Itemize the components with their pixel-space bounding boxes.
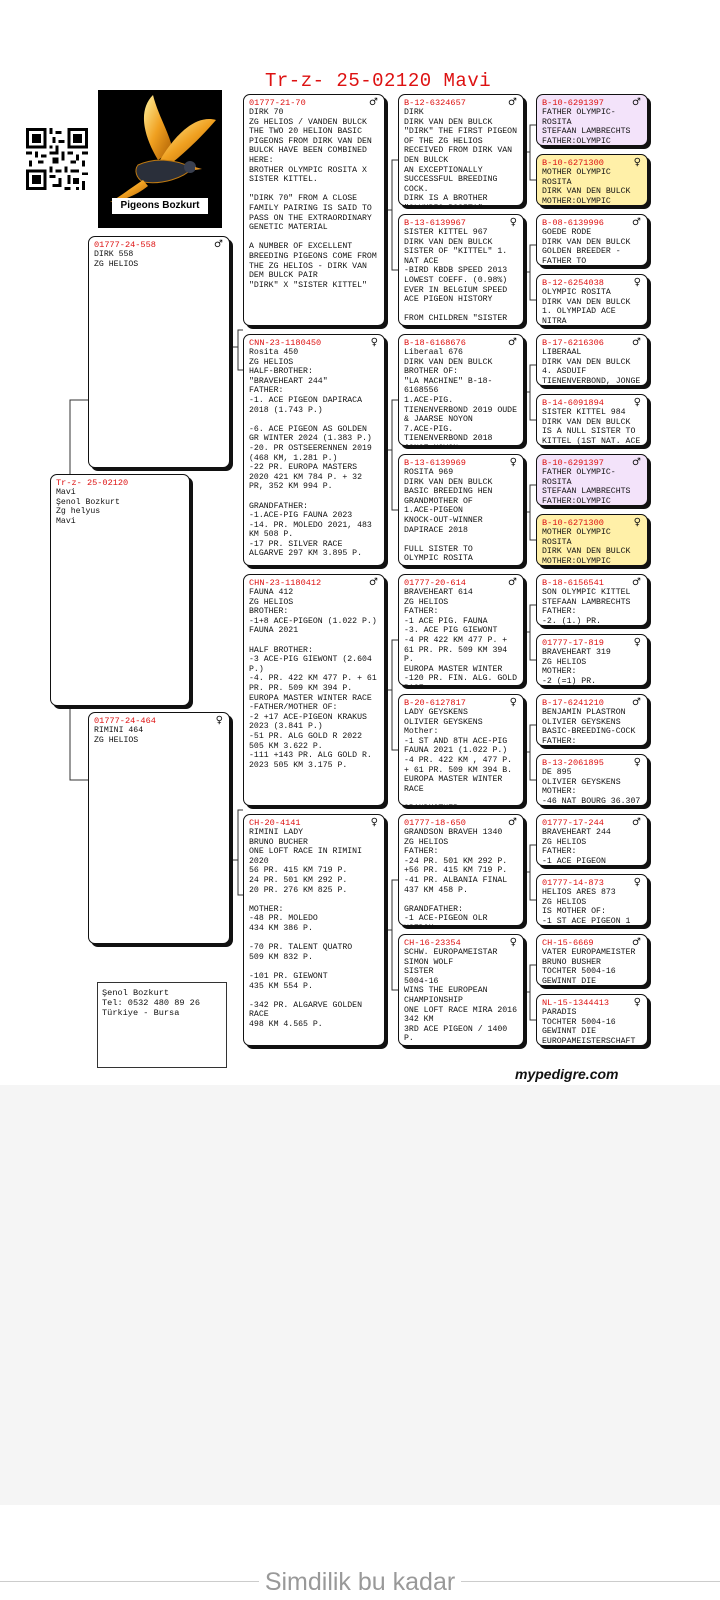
pigeon-details: ROSITA 969 DIRK VAN DEN BULCK BASIC BREEDING HEN GRANDMOTHER OF 1.ACE-PIGEON KNOCK-OUT-WINNER DAPIRACE 2018 FULL SISTER TO OLYMPIC ROSITA — [404, 468, 493, 564]
pigeon-details: LADY GEYSKENS OLIVIER GEYSKENS Mother: -1 ST AND 8TH ACE-PIG FAUNA 2021 (1.022 P.) -4 PR. 422 KM , 477 P. + 61 PR. 509 KM 394 B. EUROPA MASTER WINTER RACE — [404, 708, 513, 794]
pigeon-details: GRANDSON BRAVEH 1340 ZG HELIOS FATHER: -24 PR. 501 KM 292 P. +56 PR. 415 KM 719 P. -41 PR. ALBANIA FINAL 437 KM 458 P. GRANDFATHER: -1 ACE-PIGEON OLR — [404, 828, 508, 924]
male-icon: ♂ — [508, 97, 517, 108]
pedigree-box-dam[interactable] — [88, 712, 230, 944]
pigeon-details: Mavi Şenol Bozkurt Zg helyus Mavi — [56, 488, 120, 526]
ring-number: 01777-24-558 — [94, 240, 156, 250]
pigeon-details: SISTER KITTEL 984 DIRK VAN DEN BULCK IS A NULL SISTER TO KITTEL (1ST NAT. ACE — [542, 408, 641, 446]
pigeon-details: FATHER OLYMPIC-ROSITA STEFAAN LAMBRECHTS FATHER:OLYMPIC — [542, 108, 631, 146]
pedigree-box-g4-7[interactable] — [536, 454, 648, 506]
pigeon-details: BRAVEHEART 614 ZG HELIOS FATHER: -1 ACE PIG. FAUNA -3. ACE PIG GIEWONT -4 PR 422 KM 477 P. + 61 PR. PR. 509 KM 394 P. EUROPA MASTER WINTER -120 PR. FIN. ALG. GOLD — [404, 588, 518, 684]
pigeon-details: DIRK DIRK VAN DEN BULCK "DIRK" THE FIRST PIGEON OF THE ZG HELIOS RECEIVED FROM DIRK VAN DEN BULCK AN EXCEPTIONALLY SUCCESSFUL BREEDING COCK. DIRK IS A BROTHER — [404, 108, 518, 204]
female-icon: ♀ — [215, 715, 223, 726]
pedigree-box-ddd[interactable] — [398, 934, 524, 1046]
pigeon-details: SISTER KITTEL 967 DIRK VAN DEN BULCK SISTER OF "KITTEL" 1. NAT ACE -BIRD KBDB SPEED 2013 LOWEST COEFF. (0.98%) EVER IN BELGIUM SPEED ACE PIGEON HISTORY FROM CHILDREN "SISTER — [404, 228, 508, 324]
end-of-content-text: Simdilik bu kadar — [259, 1568, 461, 1596]
pedigree-box-g4-10[interactable] — [536, 634, 648, 686]
pigeon-details: SON OLYMPIC KITTEL STEFAAN LAMBRECHTS FATHER: -2. (1.) PR. — [542, 588, 631, 626]
pedigree-box-dsd[interactable] — [398, 694, 524, 806]
female-icon: ♀ — [633, 997, 641, 1008]
pigeon-details: BRAVEHEART 244 ZG HELIOS FATHER: -1 ACE PIGEON — [542, 828, 611, 866]
pedigree-box-g4-2[interactable] — [536, 154, 648, 206]
ring-number: B-20-6127817 — [404, 698, 466, 708]
pigeon-details: RIMINI 464 ZG HELIOS — [94, 726, 144, 745]
pedigree-box-g4-1[interactable] — [536, 94, 648, 146]
pigeon-details: RIMINI LADY BRUNO BUCHER ONE LOFT RACE IN RIMINI 2020 56 PR. 415 KM 719 P. 24 PR. 501 KM 292 P. 20 PR. 276 KM 825 P. MOTHER: -48 PR. MOLEDO 434 KM 386 P. -70 PR. TALENT QUATRO 509 KM 832 P. -101 PR. GIEWONT 435 KM 554 P. -342 PR. ALGARVE GOLDEN RACE 498 KM 4.565 P. — [249, 828, 363, 1029]
page-title: Tr-z- 25-02120 Mavi — [265, 70, 492, 92]
pedigree-box-sdd[interactable] — [398, 454, 524, 566]
pedigree-box-g4-9[interactable] — [536, 574, 648, 626]
male-icon: ♂ — [369, 577, 378, 588]
ring-number: B-08-6139996 — [542, 218, 604, 228]
ring-number: B-18-6156541 — [542, 578, 604, 588]
ring-number: B-10-6271300 — [542, 158, 604, 168]
female-icon: ♀ — [633, 397, 641, 408]
pedigree-box-g4-14[interactable] — [536, 874, 648, 926]
ring-number: B-10-6271300 — [542, 518, 604, 528]
ring-number: 01777-18-650 — [404, 818, 466, 828]
female-icon: ♀ — [509, 457, 517, 468]
male-icon: ♂ — [632, 337, 641, 348]
ring-number: B-12-6324657 — [404, 98, 466, 108]
ring-number: 01777-17-244 — [542, 818, 604, 828]
female-icon: ♀ — [633, 877, 641, 888]
ring-number: CH-15-6669 — [542, 938, 594, 948]
pedigree-box-dam-sire[interactable] — [243, 574, 385, 806]
pigeon-details: DIRK 70 ZG HELIOS / VANDEN BULCK THE TWO 20 HELION BASIC PIGEONS FROM DIRK VAN DEN BULCK HAVE BEEN COMBINED HERE: BROTHER OLYMPIC ROSITA X SISTER KITTEL. "DIRK 70" FROM A CLOSE FAMILY PAIRING IS SAID TO PASS ON THE EXTRAORDINARY GENETIC MATERIAL A NUMBER OF EXCELLENT BREEDING PIGEONS COME FROM THE ZG HELIOS - DIRK VAN DEM BULCK PAIR "DIRK" X "SISTER KITTEL" — [249, 108, 377, 290]
pigeon-details: BRAVEHEART 319 ZG HELIOS MOTHER: -2 (=1) PR. — [542, 648, 611, 686]
pigeon-details: Liberaal 676 DIRK VAN DEN BULCK BROTHER OF: "LA MACHINE" B-18-6168556 1.ACE-PIG. TIENENVERBOND 2019 OUDE & JAARSE NOYON 7.ACE-PIG. TIENENVERBOND 2018 — [404, 348, 518, 444]
ring-number: CHN-23-1180412 — [249, 578, 322, 588]
pedigree-box-sire-dam[interactable] — [243, 334, 385, 566]
ring-number: NL-15-1344413 — [542, 998, 610, 1008]
pedigree-box-sire-sire[interactable] — [243, 94, 385, 326]
female-icon: ♀ — [509, 937, 517, 948]
pedigree-box-g4-3[interactable] — [536, 214, 648, 266]
ring-number: CNN-23-1180450 — [249, 338, 322, 348]
male-icon: ♂ — [369, 97, 378, 108]
pedigree-box-g4-4[interactable] — [536, 274, 648, 326]
ring-number: 01777-14-873 — [542, 878, 604, 888]
empty-area — [0, 1085, 720, 1505]
pedigree-box-g4-5[interactable] — [536, 334, 648, 386]
female-icon: ♀ — [370, 817, 378, 828]
end-of-content-label — [0, 1568, 720, 1600]
pigeon-details: GOEDE RODE DIRK VAN DEN BULCK GOLDEN BREEDER - FATHER TO — [542, 228, 631, 266]
ring-number: B-12-6254038 — [542, 278, 604, 288]
male-icon: ♂ — [508, 577, 517, 588]
pedigree-box-g4-8[interactable] — [536, 514, 648, 566]
female-icon: ♀ — [633, 157, 641, 168]
pigeon-details: OLYMPIC ROSITA DIRK VAN DEN BULCK 1. OLYMPIAD ACE NITRA — [542, 288, 631, 326]
ring-number: B-13-6139969 — [404, 458, 466, 468]
pedigree-box-sss[interactable] — [398, 94, 524, 206]
female-icon: ♀ — [633, 277, 641, 288]
male-icon: ♂ — [508, 817, 517, 828]
ring-number: B-17-6216306 — [542, 338, 604, 348]
ring-number: B-10-6291397 — [542, 458, 604, 468]
female-icon: ♀ — [509, 217, 517, 228]
pigeon-details: BENJAMIN PLASTRON OLIVIER GEYSKENS BASIC-BREEDING-COCK FATHER: — [542, 708, 636, 746]
ring-number: CH-20-4141 — [249, 818, 301, 828]
pigeon-details: HELIOS ARES 873 ZG HELIOS IS MOTHER OF: -1 ST ACE PIGEON 1 — [542, 888, 631, 926]
pigeon-details: SCHW. EUROPAMEISTAR SIMON WOLF SISTER 5004-16 WINS THE EUROPEAN CHAMPIONSHIP ONE LOFT RACE MIRA 2016 342 KM 3RD ACE PIGEON / 1400 P. — [404, 948, 518, 1044]
pigeon-details: FATHER OLYMPIC-ROSITA STEFAAN LAMBRECHTS FATHER:OLYMPIC — [542, 468, 631, 506]
pedigree-box-g4-15[interactable] — [536, 934, 648, 986]
ring-number: B-17-6241210 — [542, 698, 604, 708]
pedigree-box-ssd[interactable] — [398, 214, 524, 326]
owner-info: Şenol Bozkurt Tel: 0532 480 89 26 Türkiye - Bursa — [97, 982, 227, 1068]
pedigree-box-g4-6[interactable] — [536, 394, 648, 446]
female-icon: ♀ — [370, 337, 378, 348]
female-icon: ♀ — [633, 517, 641, 528]
ring-number: 01777-21-70 — [249, 98, 306, 108]
pedigree-box-g4-16[interactable] — [536, 994, 648, 1046]
pigeon-details: MOTHER OLYMPIC ROSITA DIRK VAN DEN BULCK MOTHER:OLYMPIC — [542, 168, 631, 206]
ring-number: 01777-24-464 — [94, 716, 156, 726]
pedigree-box-dam-dam[interactable] — [243, 814, 385, 1046]
male-icon: ♂ — [632, 457, 641, 468]
pedigree-box-dds[interactable] — [398, 814, 524, 926]
logo-label: Pigeons Bozkurt — [112, 198, 208, 214]
pedigree-box-g4-11[interactable] — [536, 694, 648, 746]
pigeon-details: LIBERAAL DIRK VAN DEN BULCK 4. ASDUIF TIENENVERBOND, JONGE — [542, 348, 641, 386]
ring-number: B-14-6091894 — [542, 398, 604, 408]
ring-number: B-10-6291397 — [542, 98, 604, 108]
male-icon: ♂ — [508, 337, 517, 348]
female-icon: ♀ — [509, 697, 517, 708]
female-icon: ♀ — [633, 637, 641, 648]
site-watermark: mypedigre.com — [515, 1066, 619, 1082]
pedigree-box-subject[interactable] — [50, 474, 190, 706]
ring-number: Tr-z- 25-02120 — [56, 478, 129, 488]
pigeon-details: DIRK 558 ZG HELIOS — [94, 250, 139, 269]
pigeon-details: MOTHER OLYMPIC ROSITA DIRK VAN DEN BULCK MOTHER:OLYMPIC — [542, 528, 631, 566]
female-icon: ♀ — [633, 757, 641, 768]
male-icon: ♂ — [632, 697, 641, 708]
male-icon: ♂ — [632, 217, 641, 228]
pedigree-box-sds[interactable] — [398, 334, 524, 446]
ring-number: B-13-2061895 — [542, 758, 604, 768]
male-icon: ♂ — [214, 239, 223, 250]
ring-number: CH-16-23354 — [404, 938, 461, 948]
pedigree-box-sire[interactable] — [88, 236, 230, 468]
ring-number: 01777-20-614 — [404, 578, 466, 588]
ring-number: B-18-6168676 — [404, 338, 466, 348]
male-icon: ♂ — [632, 937, 641, 948]
pedigree-box-g4-13[interactable] — [536, 814, 648, 866]
pigeon-details: PARADIS TOCHTER 5004-16 GEWINNT DIE EUROPAMEISTERSCHAFT — [542, 1008, 636, 1046]
pigeon-details: Rosita 450 ZG HELIOS HALF-BROTHER: "BRAVEHEART 244" FATHER: -1. ACE PIGEON DAPIRACA 2018 (1.743 P.) -6. ACE PIGEON AS GOLDEN GR WINTER 2024 (1.383 P.) -20. PR OSTSEERENNEN 2019 (468 KM, 1.281 P.) -22 PR. EUROPA MASTERS 2020 421 KM 784 P. + 32 PR, 352 KM 994 P. GRANDFATHER: -1.ACE-PIG FAUNA 2023 -14. PR. MOLEDO 2021, 483 KM 508 P. -17 PR. SILVER RACE ALGARVE 297 KM 3.895 P. — [249, 348, 372, 559]
pigeon-details: VATER EUROPAMEISTER BRUNO BUSHER TOCHTER 5004-16 GEWINNT DIE — [542, 948, 636, 986]
pedigree-box-g4-12[interactable] — [536, 754, 648, 806]
pedigree-box-dss[interactable] — [398, 574, 524, 686]
male-icon: ♂ — [632, 817, 641, 828]
ring-number: 01777-17-819 — [542, 638, 604, 648]
pigeon-details: FAUNA 412 ZG HELIOS BROTHER: -1+8 ACE-PIGEON (1.022 P.) FAUNA 2021 HALF BROTHER: -3 ACE-PIG GIEWONT (2.604 P.) -4. PR. 422 KM 477 P. + 61 PR. PR. 509 KM 394 P. EUROPA MASTER WINTER RACE -FATHER/MOTHER OF: -2 +17 ACE-PIGEON KRAKUS 2023 (3.841 P.) -51 PR. ALG GOLD R 2022 505 KM 3.622 P. -111 +143 PR. ALG GOLD R. 2023 505 KM 3.175 P. — [249, 588, 377, 770]
pigeon-details: DE 895 OLIVIER GEYSKENS MOTHER: -46 NAT BOURG 36.307 — [542, 768, 641, 806]
male-icon: ♂ — [632, 577, 641, 588]
male-icon: ♂ — [632, 97, 641, 108]
ring-number: B-13-6139967 — [404, 218, 466, 228]
